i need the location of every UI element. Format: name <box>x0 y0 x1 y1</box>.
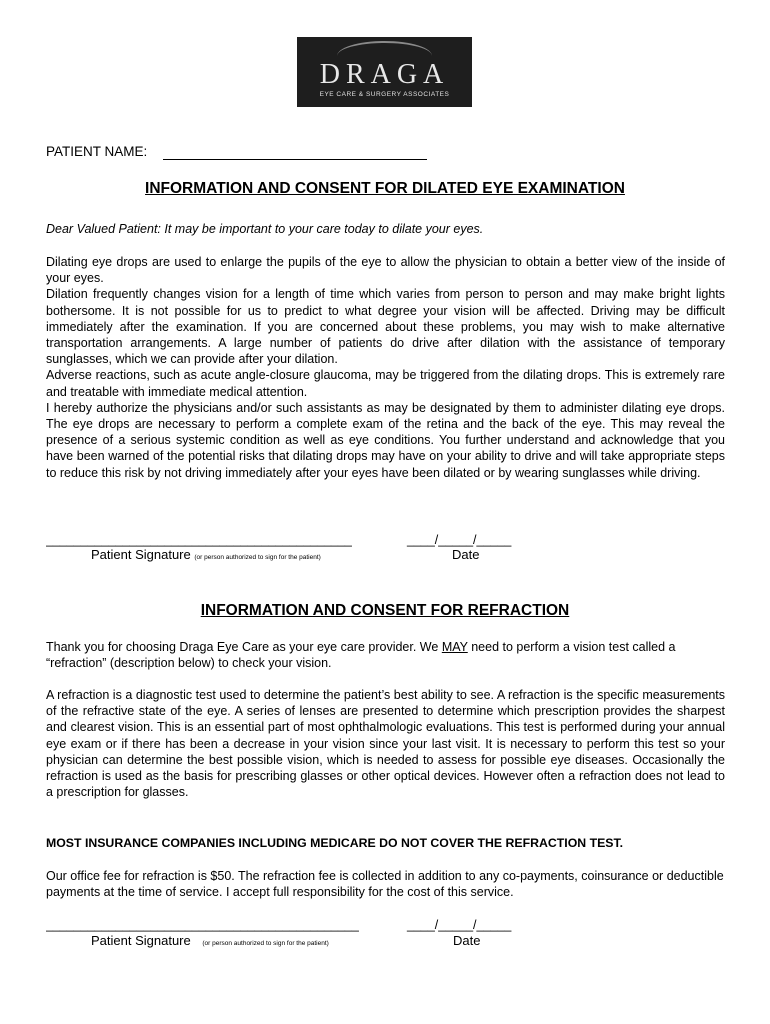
dilation-signature-label: Patient Signature <box>91 547 191 562</box>
refraction-signature-label: Patient Signature <box>91 933 191 948</box>
refraction-signature-line[interactable]: _____________________________________________ <box>46 918 359 932</box>
dilation-paragraph-2: Dilation frequently changes vision for a length of time which varies from person to person and may make bright lights bothersome. It is not possible for us to predict to what degree your vision will be affected. Driving may be difficult immediately after the examination. If you are concerned about these problems, you may wish to make alternative transportation arrangements. A large number of patients do drive after dilation with the assistance of temporary sunglasses, which we can provide after your dilation. <box>46 287 725 367</box>
patient-name-field[interactable] <box>163 144 427 160</box>
dilation-date-line[interactable]: ____/_____/_____ <box>407 533 512 547</box>
draga-logo <box>297 37 472 107</box>
dilation-greeting: Dear Valued Patient: It may be important to your care today to dilate your eyes. <box>46 222 484 236</box>
refraction-description: A refraction is a diagnostic test used to determine the patient’s best ability to see. A refraction is the specific measurements of the refractive state of the eye. A series of lenses are presented to determine which prescription provides the sharpest and clearest vision. This is an essential part of most ophthalmologic evaluations. This test is performed during your annual eye exam or if there has been a decrease in your vision since your last visit. It is necessary to perform this test so your physician can determine the best possible vision, which is needed to assess for possible eye diseases. Occasionally the refraction is used as the basis for prescribing glasses or other optical devices. However often a refraction does not lead to a prescription for glasses. <box>46 688 725 800</box>
dilation-signature-line[interactable]: ____________________________________________ <box>46 533 352 547</box>
dilation-paragraph-3: Adverse reactions, such as acute angle-closure glaucoma, may be triggered from the dilating drops. This is extremely rare and treatable with immediate medical attention. <box>46 368 725 399</box>
dilation-paragraph-4: I hereby authorize the physicians and/or such assistants as may be designated by them to administer dilating eye drops. The eye drops are necessary to perform a complete exam of the retina and the back of the eye. This may reveal the presence of a serious systemic condition as well as eye conditions. You further understand and acknowledge that you have been warned of the potential risks that dilating drops may have on your ability to drive and will take appropriate steps to reduce this risk by not driving immediately after your eyes have been dilated or by wearing sunglasses while driving. <box>46 400 725 480</box>
patient-name-label: PATIENT NAME: <box>46 144 148 159</box>
dilation-body <box>46 254 725 481</box>
refraction-intro-may: MAY <box>441 640 468 654</box>
dilation-paragraph-1: Dilating eye drops are used to enlarge the pupils of the eye to allow the physician to obtain a better view of the inside of your eyes. <box>46 255 725 286</box>
insurance-notice: MOST INSURANCE COMPANIES INCLUDING MEDICARE DO NOT COVER THE REFRACTION TEST. <box>46 836 624 850</box>
dilation-heading: INFORMATION AND CONSENT FOR DILATED EYE EXAMINATION <box>145 180 625 197</box>
dilation-signature-caption <box>91 547 321 566</box>
logo-word: DRAGA <box>319 59 450 90</box>
refraction-signature-note: (or person authorized to sign for the patient) <box>202 940 329 947</box>
refraction-signature-caption <box>91 933 329 952</box>
dilation-date-label: Date <box>452 547 480 562</box>
refraction-date-label: Date <box>453 933 481 948</box>
dilation-signature-note: (or person authorized to sign for the patient) <box>194 554 321 561</box>
refraction-date-line[interactable]: ____/_____/_____ <box>407 918 512 932</box>
refraction-intro-start: Thank you for choosing Draga Eye Care as your eye care provider. We <box>46 640 442 654</box>
refraction-heading: INFORMATION AND CONSENT FOR REFRACTION <box>200 602 570 619</box>
refraction-intro <box>46 639 725 671</box>
refraction-intro-end: need to perform a vision test called a “refraction” (description below) to check your vision. <box>46 640 676 671</box>
refraction-fee: Our office fee for refraction is $50. The refraction fee is collected in addition to any co-payments, coinsurance or deductible payments at the time of service. I accept full responsibility for the cost of this service. <box>46 869 724 900</box>
logo-subtitle: EYE CARE & SURGERY ASSOCIATES <box>319 91 450 98</box>
